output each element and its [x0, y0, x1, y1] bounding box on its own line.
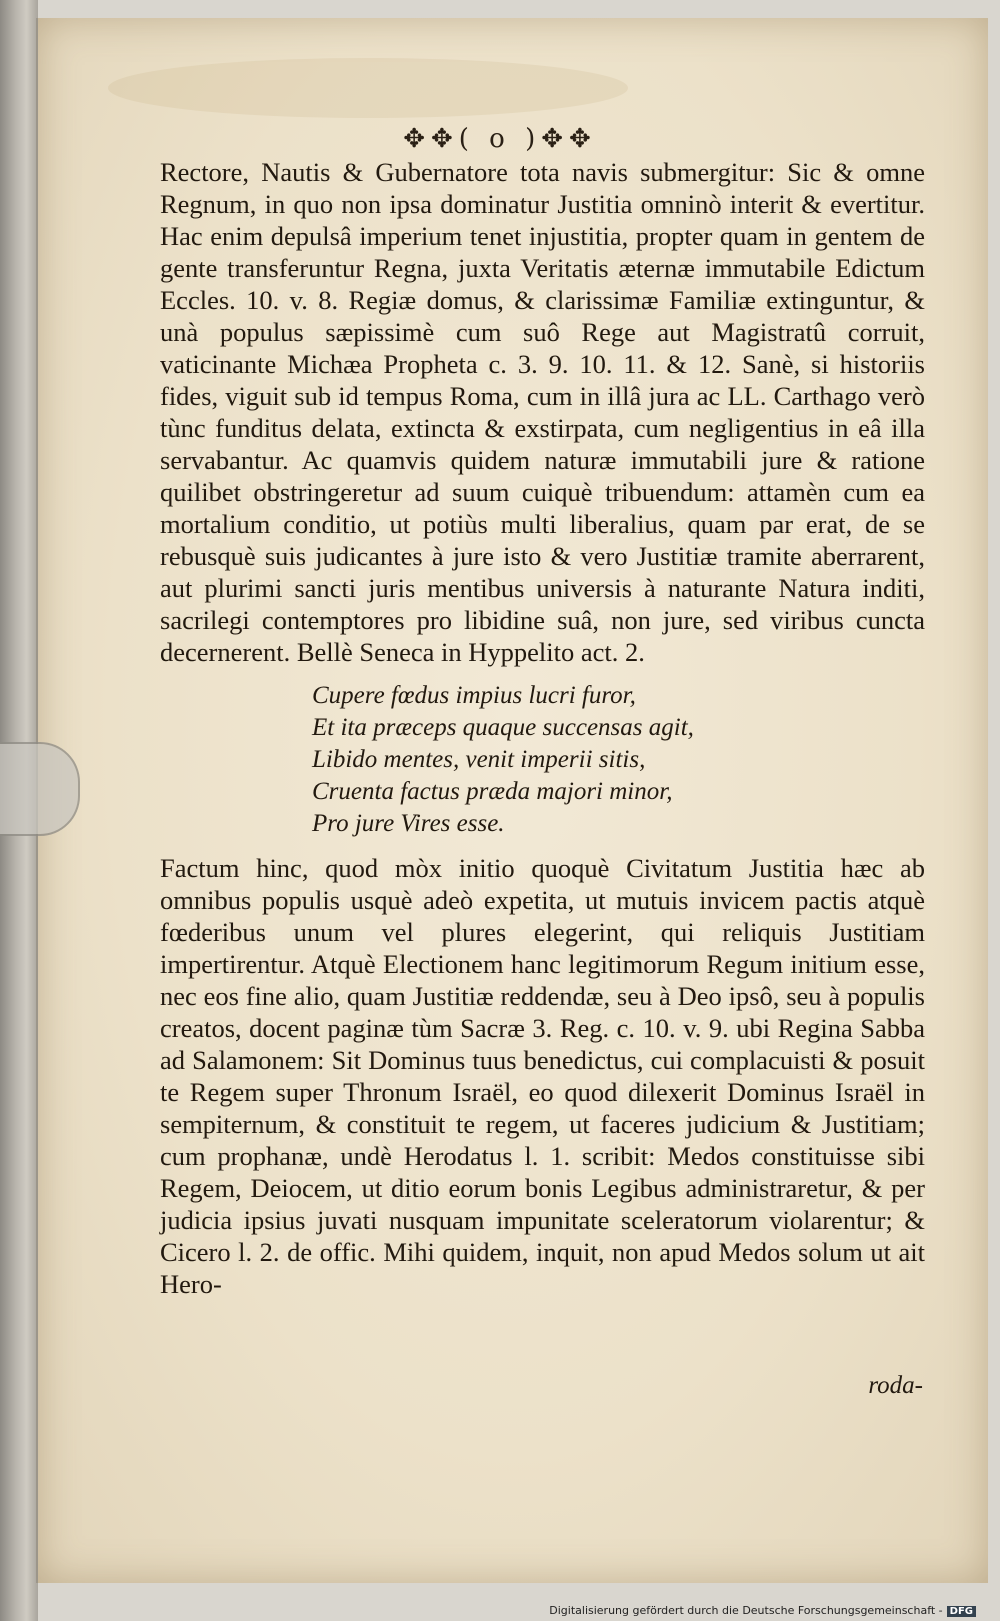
page-clip — [0, 742, 80, 836]
page-header-ornament: ✥✥( o )✥✥ — [403, 124, 597, 154]
dfg-logo: DFG — [947, 1606, 976, 1617]
verse-block — [312, 680, 925, 840]
verse-line: Et ita præceps quaque succensas agit, — [312, 714, 694, 741]
digitization-footer — [549, 1604, 976, 1617]
verse-line: Pro jure Vires esse. — [312, 810, 505, 837]
footer-text: Digitalisierung gefördert durch die Deutsche Forschungsgemeinschaft - — [549, 1604, 943, 1617]
paragraph-2: Factum hinc, quod mòx initio quoquè Civitatum Justitia hæc ab omnibus populis usquè adeò expetita, ut mutuis invicem pactis atquè fœderibus unum vel plures elegerint, qui reliquis Justitiam impertirentur. Atquè Electionem hanc legitimorum Regum initium esse, nec eos fine alio, quam Justitiæ reddendæ, seu à Deo ipsô, seu à populis creatos, docent paginæ tùm Sacræ 3. Reg. c. 10. v. 9. ubi Regina Sabba ad Salamonem: Sit Dominus tuus benedictus, cui complacuisti & posuit te Regem super Thronum Israël, eo quod dilexerit Dominus Israël in sempiternum, & constituit te regem, ut faceres judicium & Justitiam; cum prophanæ, undè Herodatus l. 1. scribit: Medos constituisse sibi Regem, Deiocem, ut ditio eorum bonis Legibus administraretur, & per judicia ipsius juvati nusquam impunitate sceleratorum violarentur; & Cicero l. 2. de offic. Mihi quidem, inquit, non apud Medos solum ut ait Hero- — [160, 853, 925, 1299]
catchword: roda- — [868, 1372, 923, 1399]
paragraph-1: Rectore, Nautis & Gubernatore tota navis submergitur: Sic & omne Regnum, in quo non ipsa dominatur Justitia omninò interit & evertitur. Hac enim depulsâ imperium tenet injustitia, propter quam in gentem de gente transferuntur Regna, juxta Veritatis æternæ immutabile Edictum Eccles. 10. v. 8. Regiæ domus, & clarissimæ Familiæ extinguntur, & unà populus sæpissimè cum suô Rege aut Magistratû corruit, vaticinante Michæa Propheta c. 3. 9. 10. 11. & 12. Sanè, si historiis fides, viguit sub id tempus Roma, cum in illâ jura ac LL. Carthago verò tùnc funditus delata, extincta & exstirpata, cum negligentius in eâ illa servabantur. Ac quamvis quidem naturæ immutabili jure & ratione quilibet obstringeretur ad suum cuiquè tribuendum: attamèn cum ea mortalium conditio, ut potiùs multi liberalius, quam par erat, de se rebusquè suis judicantes à jure isto & vero Justitiæ tramite aberrarent, aut plurimi sancti juris mentibus universis à naturante Natura inditi, sacrilegi contemptores pro libidine suâ, non jure, sed viribus cuncta decernerent. Bellè Seneca in Hyppelito act. 2. — [160, 157, 925, 667]
verse-line: Libido mentes, venit imperii sitis, — [312, 746, 646, 773]
verse-line: Cruenta factus præda majori minor, — [312, 778, 673, 805]
verse-line: Cupere fœdus impius lucri furor, — [312, 682, 636, 709]
page-text — [160, 156, 925, 1300]
page-stain — [108, 58, 628, 118]
